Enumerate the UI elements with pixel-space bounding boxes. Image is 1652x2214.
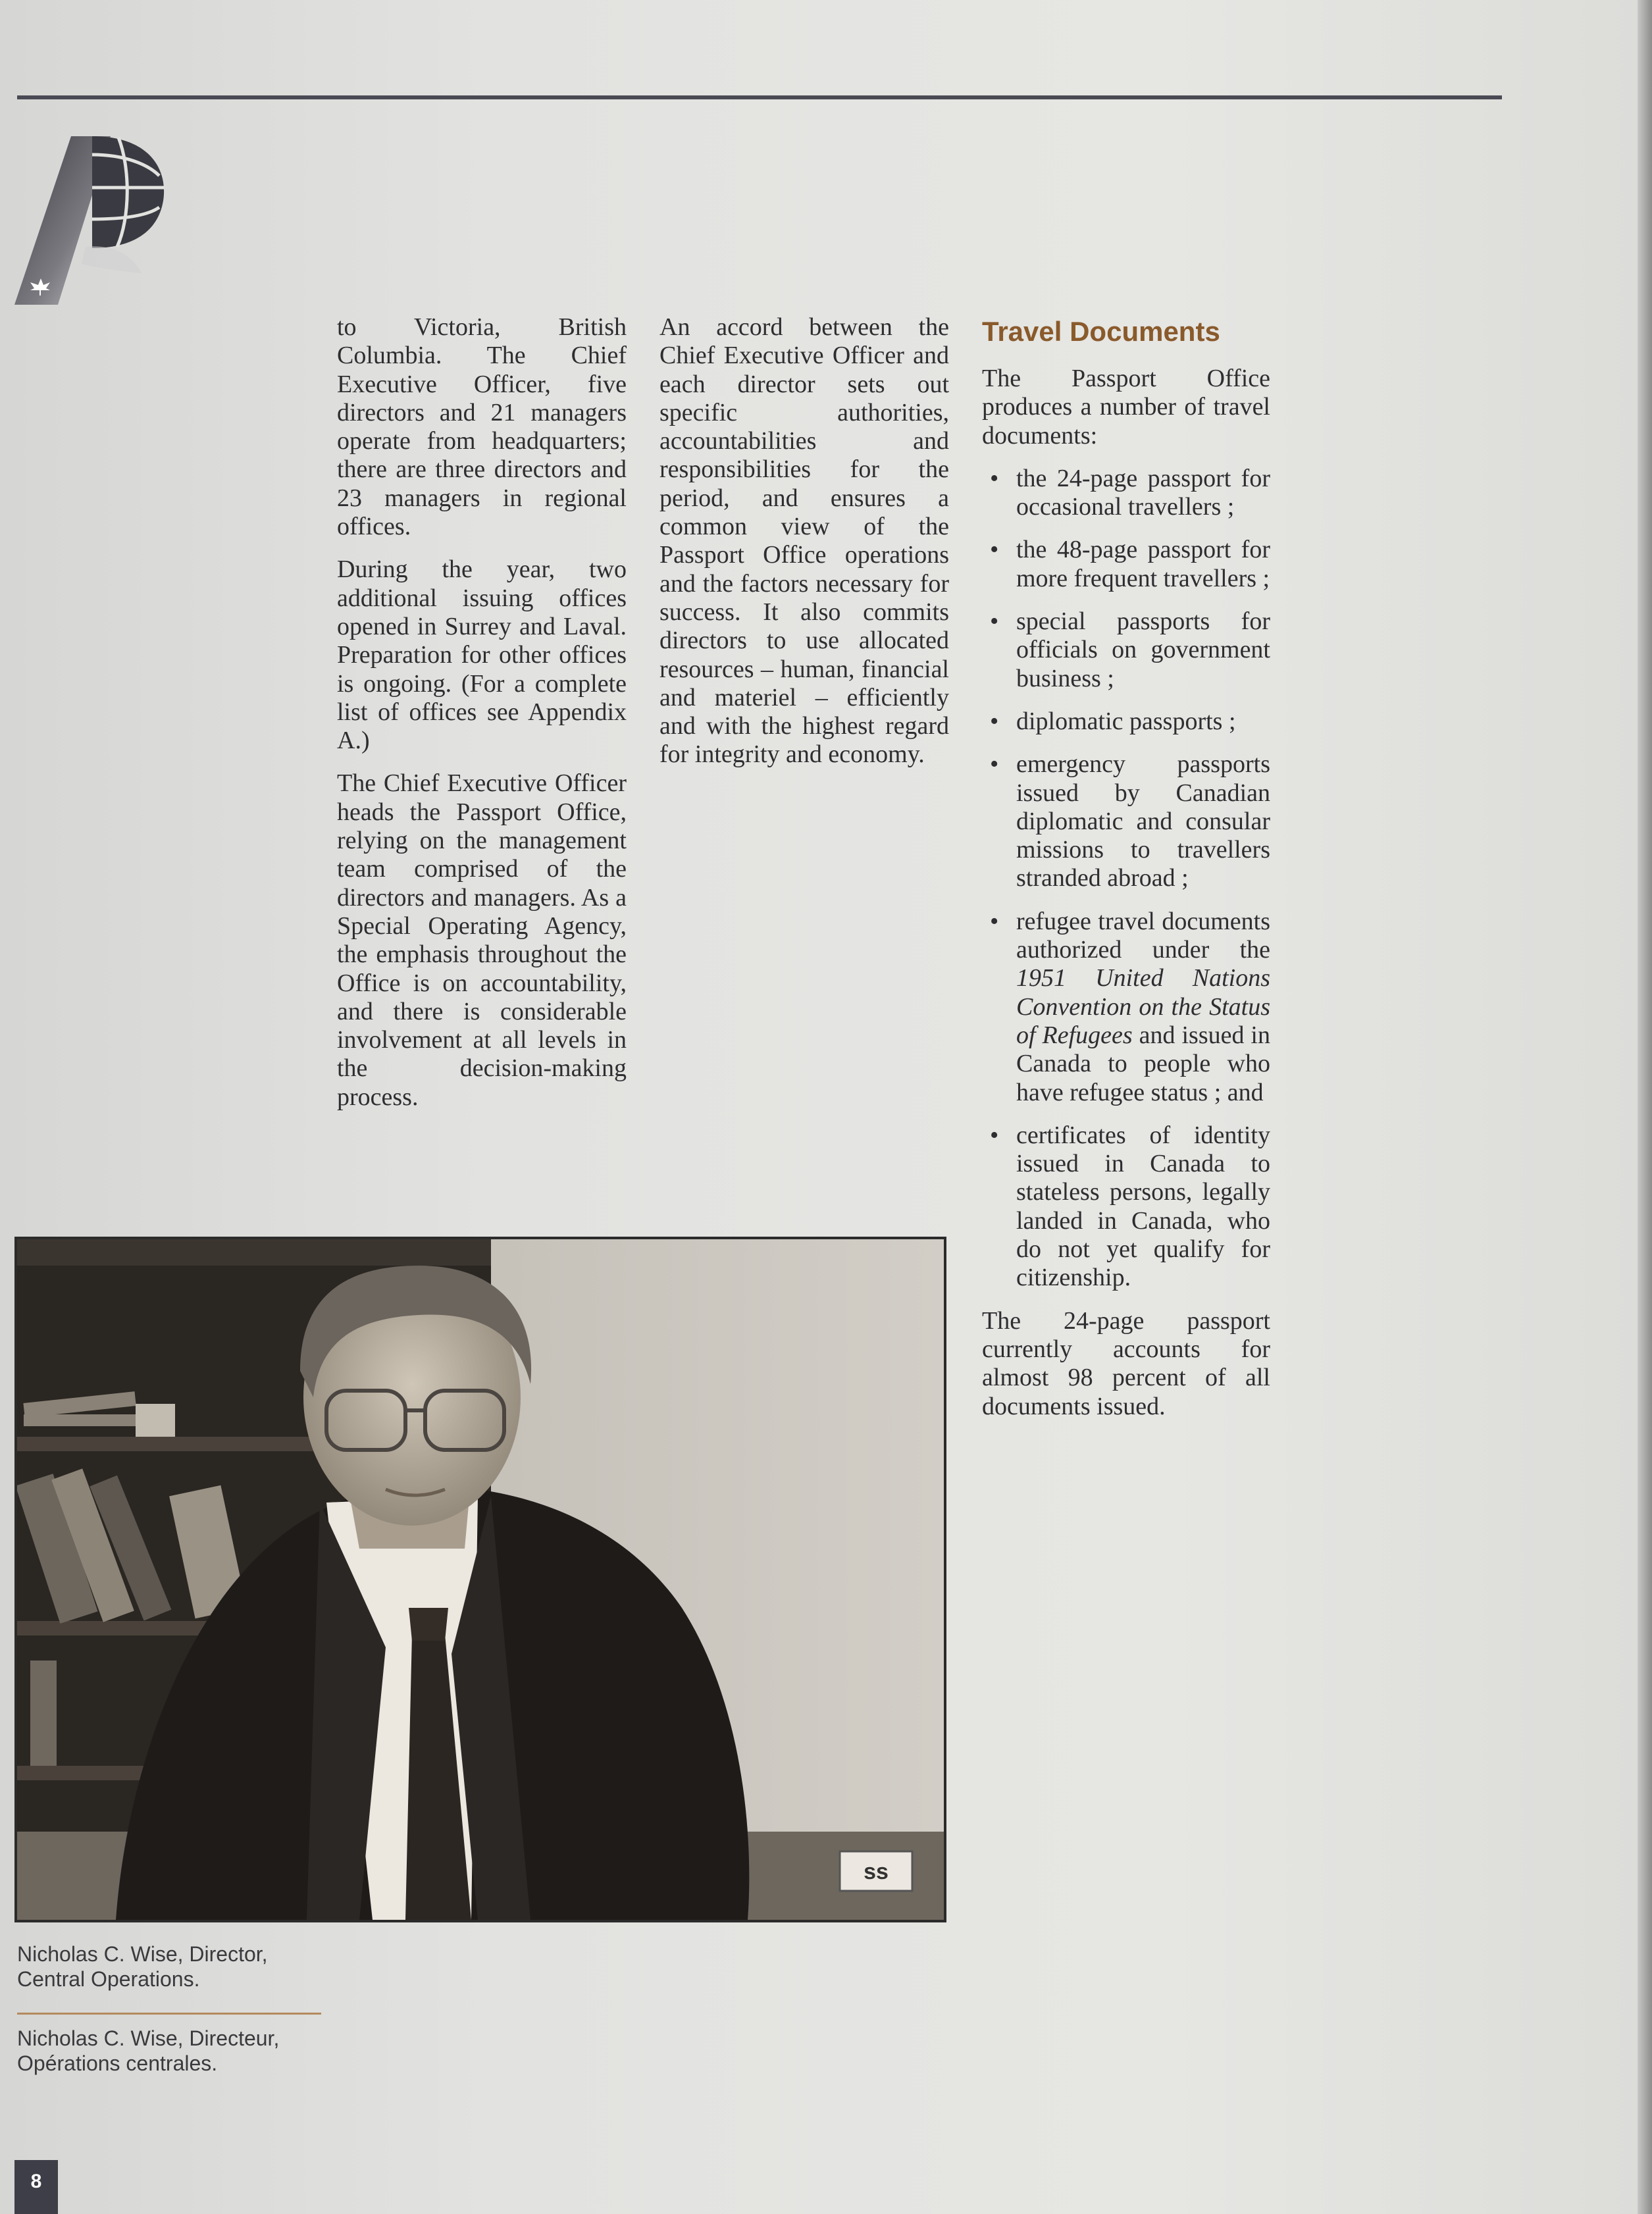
bullet-icon: • xyxy=(990,1121,999,1149)
bullet-icon: • xyxy=(990,907,999,935)
travel-documents-list xyxy=(982,465,1270,1293)
list-item: • certificates of identity issued in Canada to stateless persons, legally landed in Canada, who do not yet qualify for citizenship. xyxy=(990,1121,1270,1292)
paragraph-headquarters: to Victoria, British Columbia. The Chief Executive Officer, five directors and 21 managers operate from headquarters; there are three directors and 23 managers in regional offices. xyxy=(337,313,627,541)
list-item: • the 24-page passport for occasional travellers ; xyxy=(990,464,1270,521)
convention-title: 1951 United Nations Convention on the Status of Refugees xyxy=(1016,964,1270,1049)
paragraph-ceo: The Chief Executive Officer heads the Passport Office, relying on the management team comprised of the directors and managers. As a Special Operating Agency, the emphasis throughout the Office is on accountability, and there is considerable involvement at all levels in the decision-making process. xyxy=(337,769,627,1111)
portrait-photo xyxy=(14,1237,946,1922)
paragraph-closing: The 24-page passport currently accounts for almost 98 percent of all documents issued. xyxy=(982,1306,1270,1420)
list-item: • emergency passports issued by Canadian diplomatic and consular missions to travellers stranded abroad ; xyxy=(990,750,1270,892)
caption-en-line-2: Central Operations. xyxy=(17,1967,200,1991)
list-item: • diplomatic passports ; xyxy=(990,707,1236,735)
svg-text:ss: ss xyxy=(864,1859,889,1884)
text-column-3 xyxy=(982,313,1270,1435)
list-item: • special passports for officials on government business ; xyxy=(990,607,1270,692)
page-number: 8 xyxy=(14,2160,58,2214)
caption-fr-line-2: Opérations centrales. xyxy=(17,2051,218,2075)
caption-divider xyxy=(17,2013,321,2015)
passport-office-logo-icon xyxy=(13,135,171,306)
list-item: • refugee travel documents authorized under the 1951 United Nations Convention on the Status of Refugees and issued in Canada to people who have refugee status ; and xyxy=(990,907,1270,1106)
caption-en-line-1: Nicholas C. Wise, Director, xyxy=(17,1942,268,1966)
bullet-icon: • xyxy=(990,607,999,636)
photo-caption-french xyxy=(17,2026,320,2076)
text-column-2 xyxy=(659,313,949,784)
bullet-icon: • xyxy=(990,464,999,492)
bullet-icon: • xyxy=(990,536,999,564)
paragraph-new-offices: During the year, two additional issuing offices opened in Surrey and Laval. Preparation for other offices is ongoing. (For a complete list of offices see Appendix A.) xyxy=(337,555,627,755)
caption-fr-line-1: Nicholas C. Wise, Directeur, xyxy=(17,2026,280,2050)
paragraph-accord: An accord between the Chief Executive Officer and each director sets out specific authorities, accountabilities and responsibilities for the period, and ensures a common view of the Passport Office operations and the factors necessary for success. It also commits directors to use allocated resources – human, financial and materiel – efficiently and with the highest regard for integrity and economy. xyxy=(659,313,949,769)
section-heading-travel-documents: Travel Documents xyxy=(982,316,1220,347)
list-item: • the 48-page passport for more frequent travellers ; xyxy=(990,536,1270,592)
bullet-icon: • xyxy=(990,750,999,779)
page-edge-shadow xyxy=(1638,0,1652,2214)
bullet-icon: • xyxy=(990,707,999,735)
text-column-1 xyxy=(337,313,627,1126)
photo-caption-english xyxy=(17,1942,320,1992)
portrait-illustration xyxy=(17,1239,944,1920)
top-rule xyxy=(17,95,1502,99)
paragraph-travel-intro: The Passport Office produces a number of travel documents: xyxy=(982,365,1270,450)
